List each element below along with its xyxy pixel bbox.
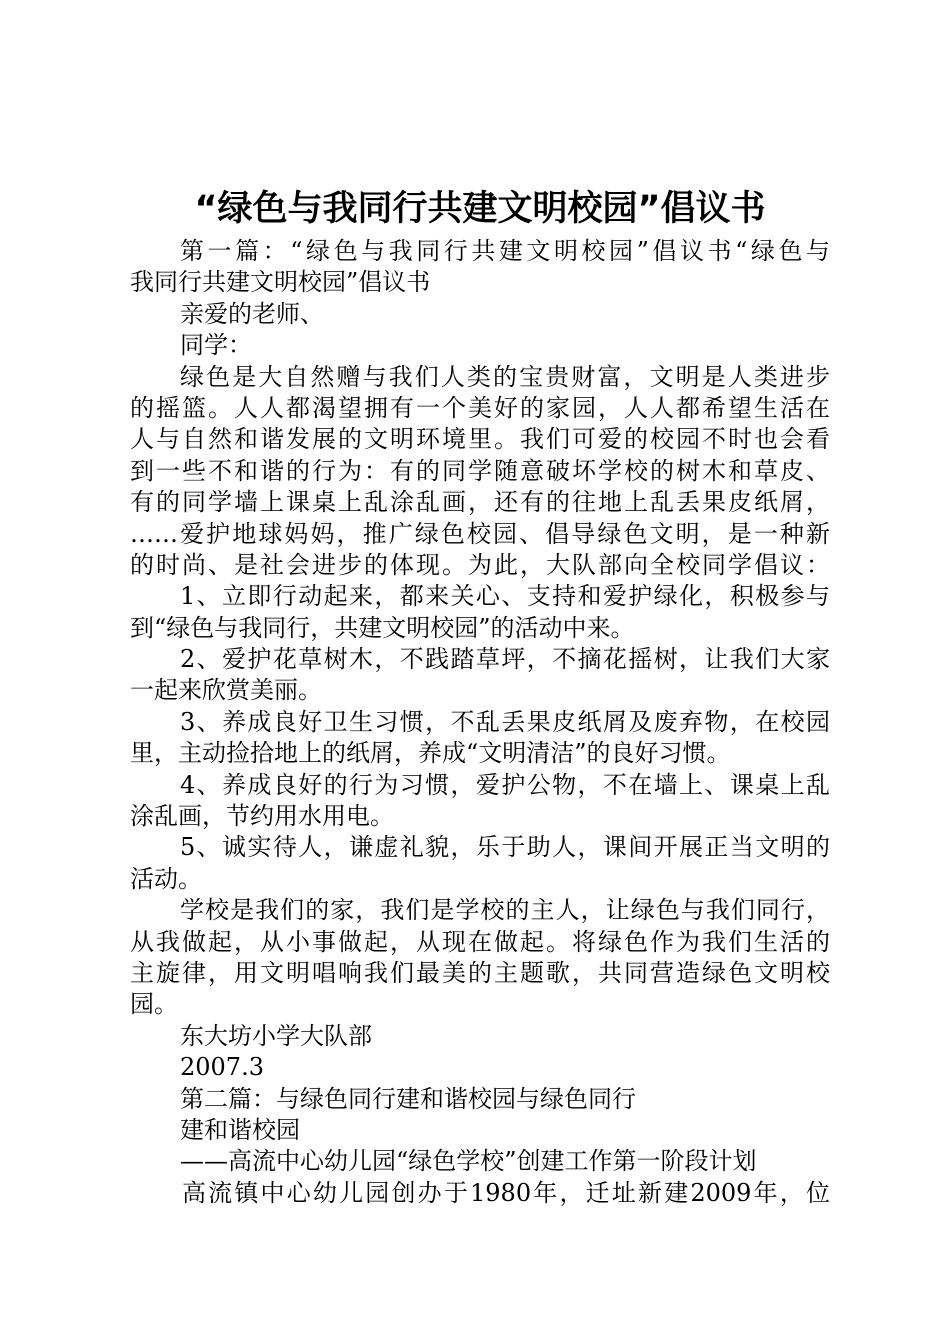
text-line: 一起来欣赏美丽。 (130, 676, 322, 705)
text-line: 第一篇：“绿色与我同行共建文明校园”倡议书“绿色与 (180, 237, 830, 265)
text-line: 到“绿色与我同行，共建文明校园”的活动中来。 (130, 613, 635, 642)
text-line: 从我做起，从小事做起，从现在做起。将绿色作为我们生活的 (130, 927, 830, 956)
document-title: “绿色与我同行共建文明校园”倡议书 (194, 189, 766, 229)
text-line: 主旋律，用文明唱响我们最美的主题歌，共同营造绿色文明校 (130, 958, 830, 987)
text-line: 亲爱的老师、 (180, 299, 324, 328)
text-line: 有的同学墙上课桌上乱涂乱画，还有的往地上乱丢果皮纸屑， (130, 488, 830, 517)
text-line: 涂乱画，节约用水用电。 (130, 802, 394, 831)
text-line: 到一些不和谐的行为：有的同学随意破坏学校的树木和草皮、 (130, 456, 830, 485)
text-line: ……爱护地球妈妈，推广绿色校园、倡导绿色文明，是一种新 (130, 519, 830, 548)
text-line: 4、养成良好的行为习惯，爱护公物，不在墙上、课桌上乱 (180, 770, 830, 799)
text-line: 3、养成良好卫生习惯，不乱丢果皮纸屑及废弃物，在校园 (180, 707, 830, 736)
text-line: 人与自然和谐发展的文明环境里。我们可爱的校园不时也会看 (130, 425, 830, 454)
text-line: 高流镇中心幼儿园创办于1980年，迁址新建2009年，位 (182, 1178, 830, 1207)
date-line: 2007.3 (180, 1053, 264, 1082)
text-line: 的摇篮。人人都渴望拥有一个美好的家园，人人都希望生活在 (130, 393, 830, 422)
text-line: 学校是我们的家，我们是学校的主人，让绿色与我们同行， (180, 896, 830, 925)
text-line: 我同行共建文明校园”倡议书 (130, 268, 431, 297)
text-line: 里，主动捡拾地上的纸屑，养成“文明清洁”的良好习惯。 (130, 739, 731, 768)
text-line: 活动。 (130, 864, 202, 893)
text-line: 同学： (180, 331, 252, 360)
text-line: 建和谐校园 (180, 1115, 300, 1144)
text-line: 第二篇：与绿色同行建和谐校园与绿色同行 (180, 1084, 636, 1113)
text-line: 2、爱护花草树木，不践踏草坪，不摘花摇树，让我们大家 (180, 645, 830, 674)
text-line: ——高流中心幼儿园“绿色学校”创建工作第一阶段计划 (180, 1147, 757, 1176)
signature-line: 东大坊小学大队部 (180, 1021, 372, 1050)
text-line: 5、诚实待人，谦虚礼貌，乐于助人，课间开展正当文明的 (180, 833, 830, 862)
text-line: 的时尚、是社会进步的体现。为此，大队部向全校同学倡议： (130, 550, 830, 579)
text-line: 1、立即行动起来，都来关心、支持和爱护绿化，积极参与 (180, 582, 830, 611)
document-body (130, 236, 830, 1209)
text-line: 园。 (130, 990, 178, 1019)
text-line: 绿色是大自然赠与我们人类的宝贵财富，文明是人类进步 (180, 362, 830, 391)
